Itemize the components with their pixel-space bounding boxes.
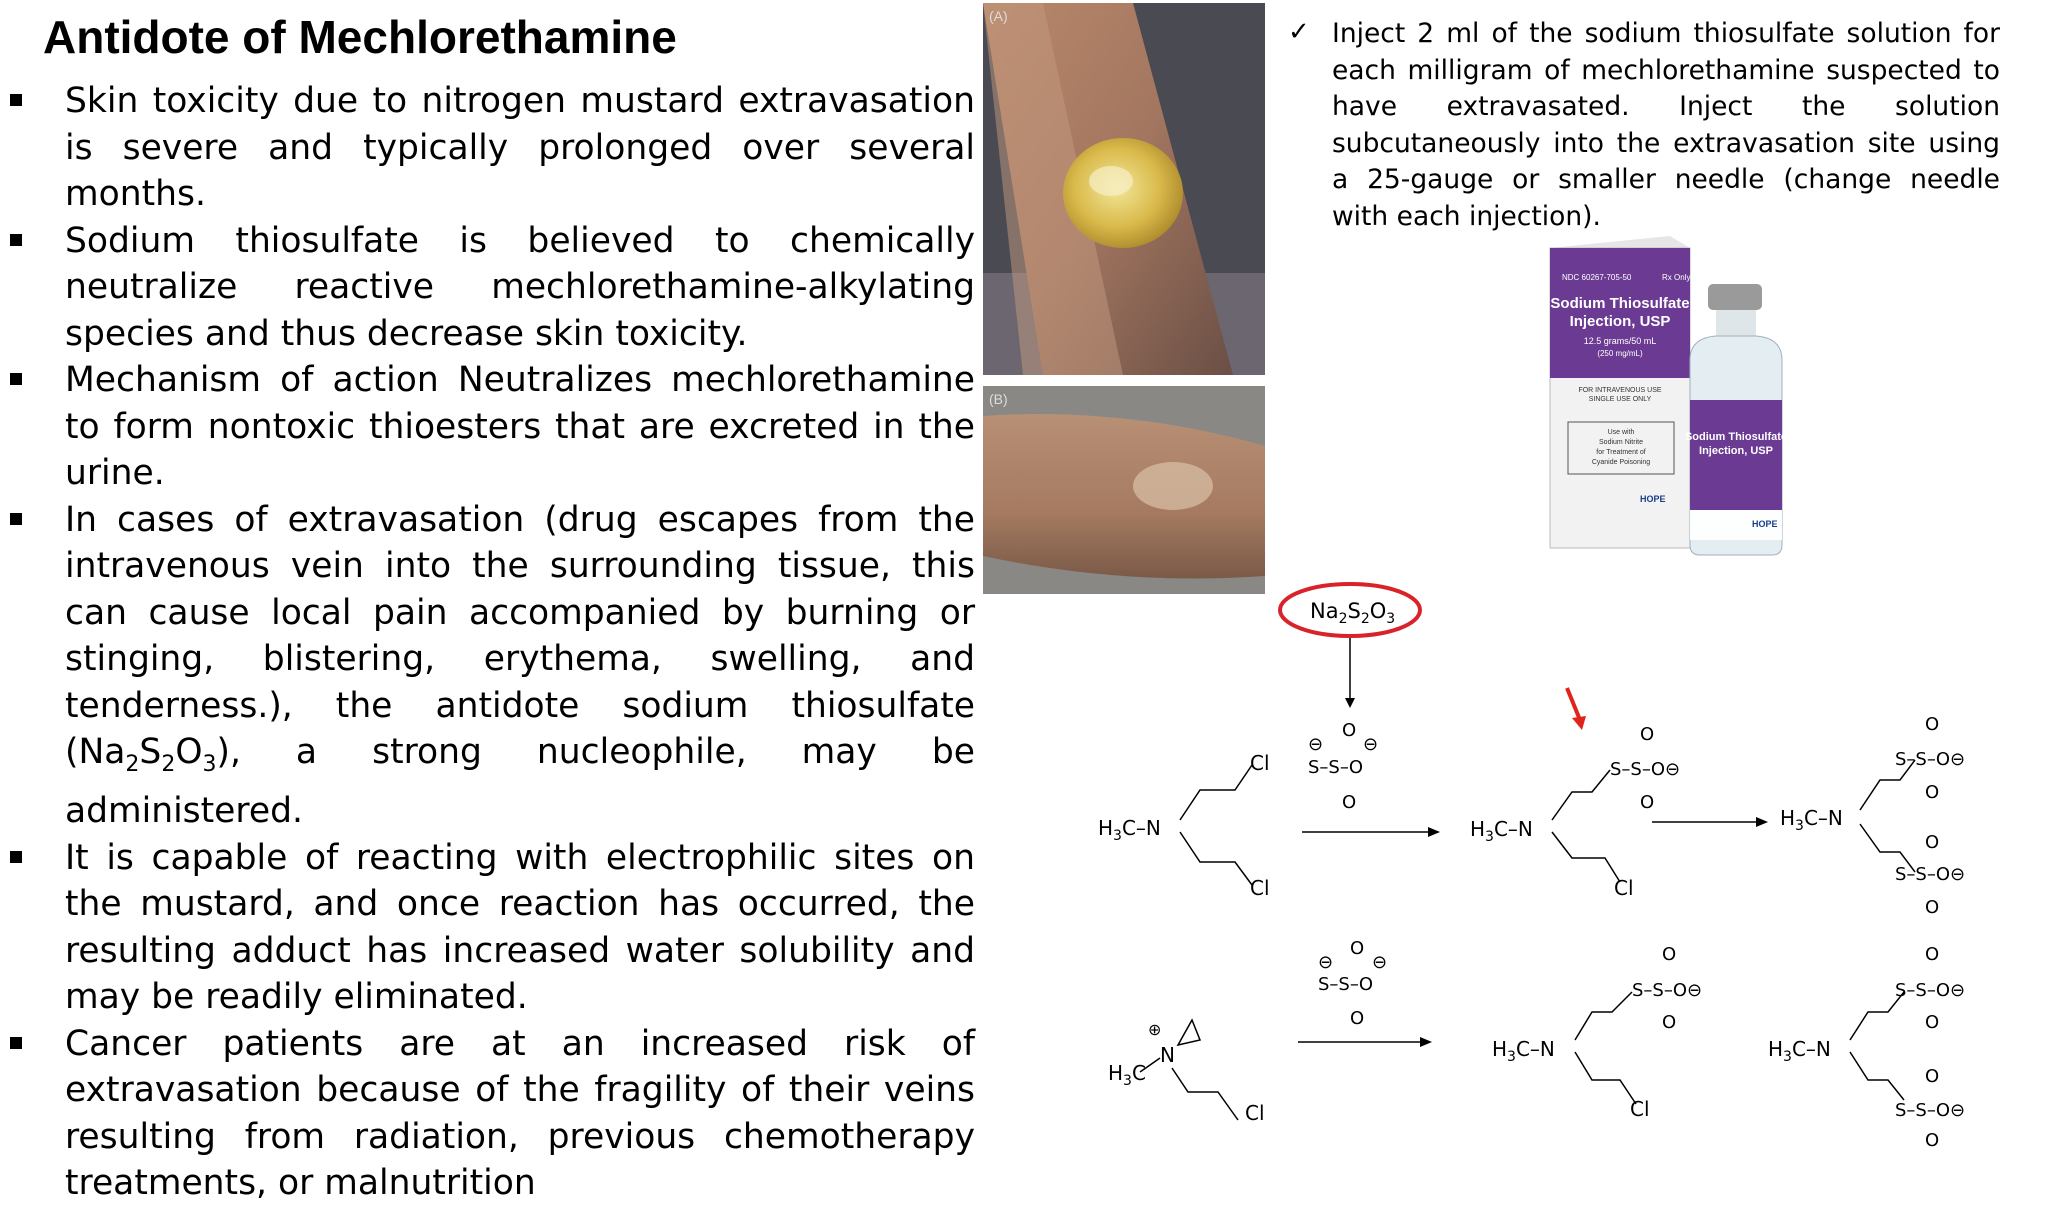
vial-strength: 12.5 grams/50 mL	[1583, 336, 1657, 346]
vial-concentration: (250 mg/mL)	[1597, 349, 1643, 358]
minus-charge: ⊖	[1363, 734, 1379, 755]
svg-text:H3C–N: $H_3C-N$	[1492, 1037, 1555, 1065]
chlorine-label: Cl	[1250, 876, 1270, 900]
checkmark-icon: ✓	[1288, 16, 1310, 46]
oxygen-label: O	[1640, 724, 1655, 745]
vial-box-line-4: Cyanide Poisoning	[1591, 459, 1651, 466]
oxygen-label: O	[1925, 897, 1940, 918]
minus-charge: ⊖	[1308, 734, 1324, 755]
oxygen-label: O	[1925, 1066, 1940, 1087]
thiosulfate-formula: $Na_2S_2O_3$	[78, 732, 217, 777]
svg-text:H3C: $H_3C$	[1108, 1061, 1146, 1089]
bottle-name-1: Sodium Thiosulfate	[1684, 431, 1788, 443]
bullet-list	[0, 78, 975, 1207]
oxygen-label: O	[1925, 714, 1940, 735]
bottle-maker: HOPE	[1752, 519, 1778, 529]
bullet-item: Cancer patients are at an increased risk of extravasation because of the fragility of their veins resulting from radiation, previous chemotherapy treatments, or malnutrition	[0, 1021, 975, 1207]
svg-text:H3C–N: $H_3C-N$	[1780, 806, 1843, 834]
oxygen-label: O	[1925, 832, 1940, 853]
bullet-item: It is capable of reacting with electrophilic sites on the mustard, and once reaction has occurred, the resulting adduct has increased water solubility and may be readily eliminated.	[0, 835, 975, 1021]
thiosulfate-structure	[1308, 720, 1378, 813]
vial-name-2: Injection, USP	[1569, 313, 1671, 330]
mono-adduct-structure	[1470, 724, 1680, 900]
vial-use-1: FOR INTRAVENOUS USE	[1578, 387, 1662, 394]
arm-blister-image	[983, 3, 1265, 375]
bullet-item: Skin toxicity due to nitrogen mustard extravasation is severe and typically prolonged over several months.	[0, 78, 975, 218]
vial-maker: HOPE	[1640, 494, 1666, 504]
minus-charge: ⊖	[1372, 952, 1388, 973]
vial-rx: Rx Only	[1662, 273, 1691, 282]
svg-text:S–S–O⊖: S–S–O⊖	[1895, 749, 1966, 770]
slide-title: Antidote of Mechlorethamine	[43, 11, 677, 63]
arm-healed-image	[983, 386, 1265, 594]
svg-text:S–S–O⊖: S–S–O⊖	[1895, 980, 1966, 1001]
vial-box-line-3: for Treatment of	[1596, 449, 1646, 456]
oxygen-label: O	[1342, 720, 1357, 741]
chlorine-label: Cl	[1630, 1097, 1650, 1121]
svg-text:N: N	[1160, 1043, 1175, 1067]
dosing-note	[1288, 16, 2000, 235]
bullet-text: ), a strong nucleophile, may be administered.	[65, 732, 975, 832]
minus-charge: ⊖	[1318, 952, 1334, 973]
vial-use-2: SINGLE USE ONLY	[1588, 396, 1652, 403]
oxygen-label: O	[1662, 944, 1677, 965]
svg-text:H3C–N: $H_3C-N$	[1470, 817, 1533, 845]
dosing-note-text: Inject 2 ml of the sodium thiosulfate solution for each milligram of mechlorethamine suspected to have extravasated. Inject the solution subcutaneously into the extravasation site using a 25-gauge or smaller needle (change needle with each injection).	[1332, 18, 2000, 232]
svg-text:S–S–O⊖: S–S–O⊖	[1895, 1100, 1966, 1121]
extravasation-photo-a	[983, 3, 1265, 375]
bis-adduct-structure	[1768, 944, 1965, 1150]
svg-text:S–S–O⊖: S–S–O⊖	[1895, 864, 1966, 885]
chlorine-label: Cl	[1245, 1101, 1265, 1125]
oxygen-label: O	[1925, 944, 1940, 965]
mechlorethamine-h3cn: $H_3C-N$	[1098, 816, 1161, 844]
bullet-text: In cases of extravasation (drug escapes from the intravenous vein into the surrounding tissue, this can cause local pain accompanied by burning or stinging, blistering, erythema, swelling, and tenderness.), the antidote sodium thiosulfate (	[65, 499, 975, 772]
aziridinium-structure	[1108, 1020, 1265, 1125]
bottle-name-2: Injection, USP	[1699, 445, 1773, 457]
oxygen-label: O	[1350, 938, 1365, 959]
chlorine-label: Cl	[1614, 876, 1634, 900]
extravasation-photo-b	[983, 386, 1265, 594]
mono-adduct-structure	[1492, 944, 1702, 1121]
oxygen-label: O	[1925, 1130, 1940, 1150]
vial-box-line-1: Use with	[1607, 429, 1635, 436]
plus-charge: ⊕	[1148, 1020, 1162, 1039]
vial-name-1: Sodium Thiosulfate	[1550, 295, 1690, 312]
bullet-item: Sodium thiosulfate is believed to chemically neutralize reactive mechlorethamine-alkylating species and thus decrease skin toxicity.	[0, 218, 975, 358]
svg-text:S–S–O: S–S–O	[1318, 974, 1374, 995]
oxygen-label: O	[1925, 782, 1940, 803]
oxygen-label: O	[1640, 792, 1655, 813]
svg-text:S–S–O: S–S–O	[1308, 757, 1364, 778]
svg-text:H3C–N: $H_3C-N$	[1768, 1037, 1831, 1065]
oxygen-label: O	[1342, 792, 1357, 813]
oxygen-label: O	[1350, 1008, 1365, 1029]
vial-ndc: NDC 60267-705-50	[1562, 273, 1632, 282]
thiosulfate-structure	[1318, 938, 1387, 1029]
bullet-item: Mechanism of action Neutralizes mechlorethamine to form nontoxic thioesters that are excreted in the urine.	[0, 357, 975, 497]
oxygen-label: O	[1925, 1012, 1940, 1033]
bis-adduct-structure	[1780, 714, 1965, 918]
vial-box-line-2: Sodium Nitrite	[1599, 439, 1643, 446]
sodium-thiosulfate-vial-image	[1540, 230, 1860, 560]
oxygen-label: O	[1662, 1012, 1677, 1033]
svg-text:S–S–O⊖: S–S–O⊖	[1632, 980, 1703, 1001]
chlorine-label: Cl	[1250, 751, 1270, 775]
mechlorethamine-structure	[1098, 751, 1270, 900]
reagent-label: $Na_2S_2O_3$	[1310, 599, 1396, 627]
bullet-item	[0, 497, 975, 835]
reaction-scheme	[1080, 580, 1990, 1150]
svg-text:S–S–O⊖: S–S–O⊖	[1610, 759, 1681, 780]
photo-label-b: (B)	[989, 391, 1008, 407]
photo-label-a: (A)	[989, 8, 1008, 24]
